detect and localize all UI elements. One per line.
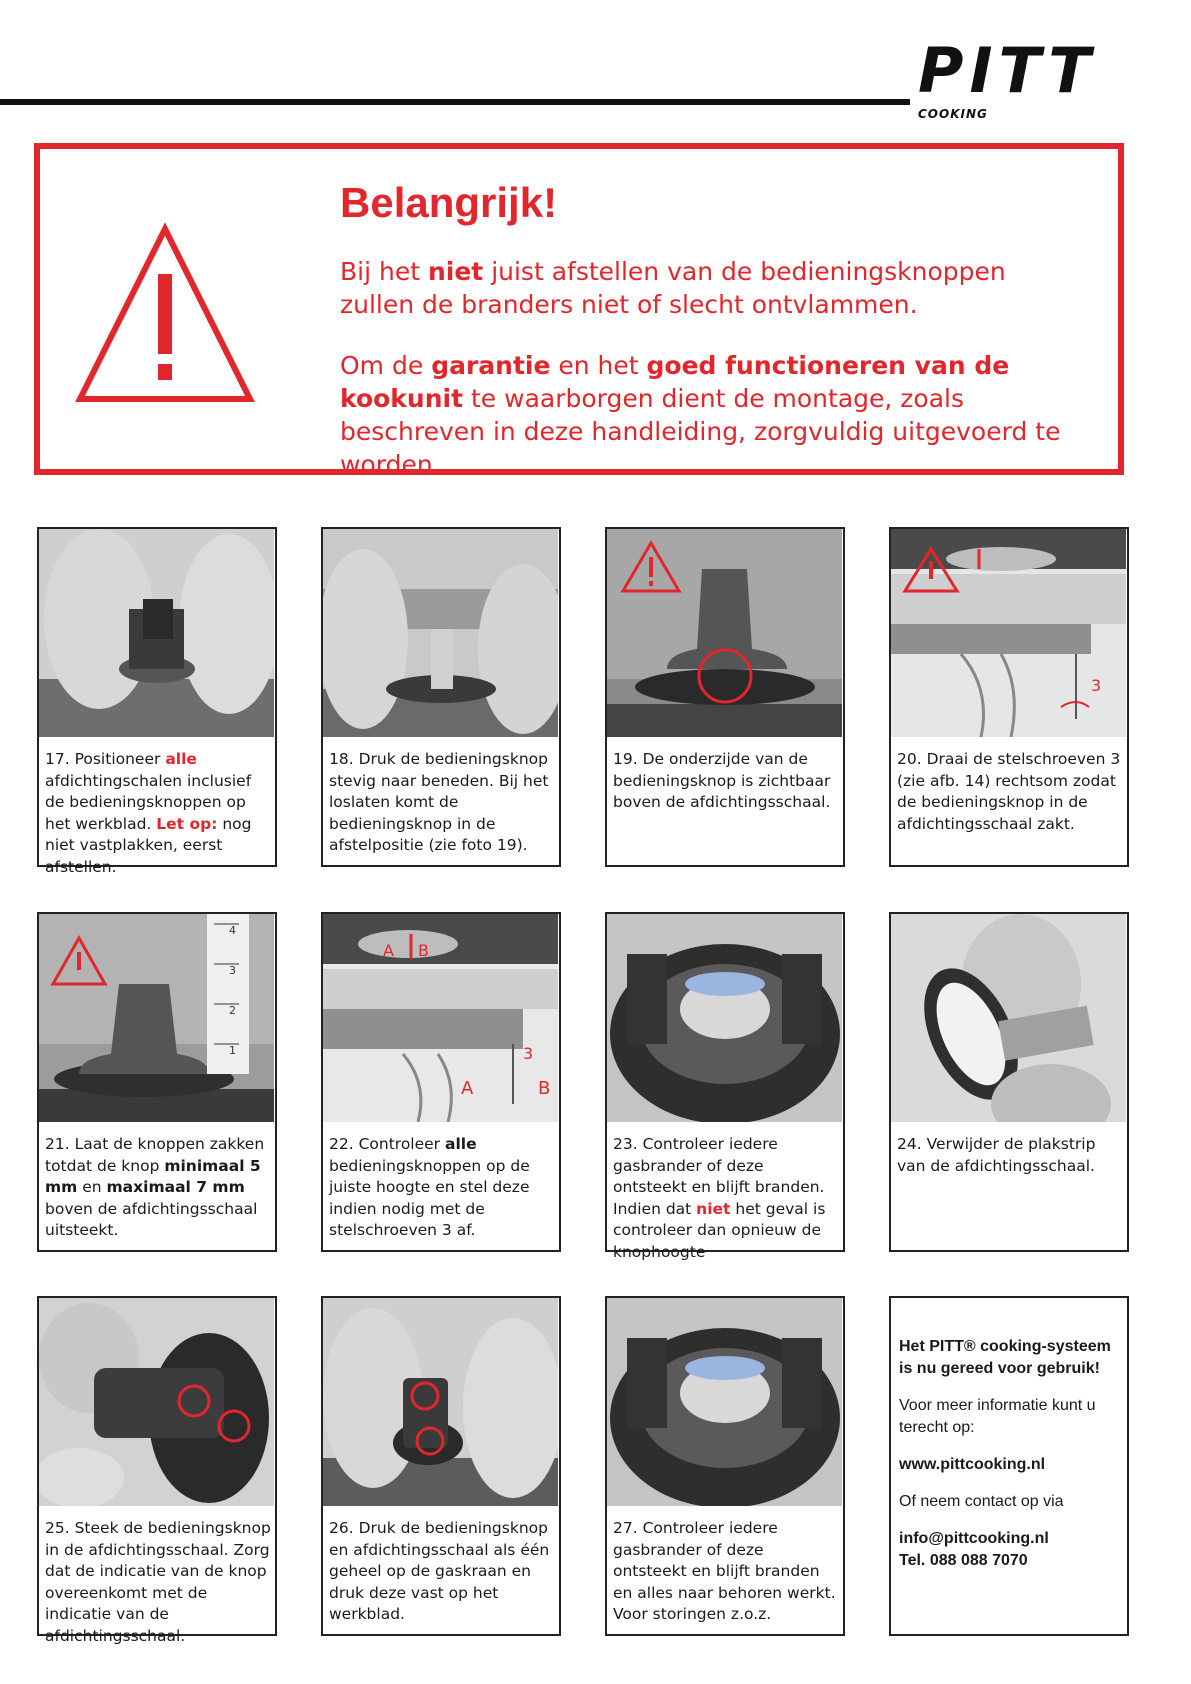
step-photo-18 — [323, 529, 558, 737]
step-photo-26 — [323, 1298, 558, 1506]
caption-segment: Let op: — [156, 814, 218, 833]
step-caption — [329, 1518, 555, 1626]
step-caption — [329, 749, 555, 857]
step-caption — [45, 1518, 271, 1647]
caption-segment: niet — [696, 1199, 731, 1218]
contact-text: Of neem contact op via — [899, 1493, 1064, 1510]
warning-title: Belangrijk! — [340, 179, 558, 226]
step-caption — [613, 1518, 839, 1626]
step-card-22 — [321, 912, 561, 1252]
email-link[interactable]: info@pittcooking.nl — [899, 1530, 1049, 1547]
logo-subtitle: COOKING — [918, 107, 988, 121]
step-photo-23 — [607, 914, 842, 1122]
step-card-23 — [605, 912, 845, 1261]
caption-segment: 23. Controleer iedere gasbrander of deze ontsteekt en blijft branden. Indien dat — [613, 1135, 825, 1218]
warning-paragraph-1: Bij het niet juist afstellen van de bedieningsknoppen zullen de branders niet of slecht ontvlammen. — [340, 257, 1006, 319]
caption-segment: alle — [444, 1135, 477, 1153]
caption-segment: maximaal 7 mm — [106, 1178, 245, 1196]
step-caption — [329, 1134, 555, 1242]
caption-segment: 18. Druk de bedieningsknop stevig naar beneden. Bij het loslaten komt de bedieningsknop in de afstelpositie (zie foto 19). — [329, 750, 549, 854]
step-caption — [45, 1134, 271, 1242]
step-photo-19 — [607, 529, 842, 737]
caption-segment: 17. Positioneer — [45, 750, 166, 768]
caption-segment: 24. Verwijder de plakstrip van de afdichtingsschaal. — [897, 1135, 1096, 1175]
step22-label-b: B — [538, 1078, 551, 1099]
step-card-19 — [605, 527, 845, 867]
step-caption — [45, 749, 271, 878]
info-card — [889, 1296, 1129, 1636]
caption-segment: boven de afdichtingsschaal uitsteekt. — [45, 1199, 258, 1239]
caption-segment: minimaal 5 mm — [45, 1156, 261, 1196]
logo-wordmark: PITT — [918, 34, 1097, 107]
step-card-25 — [37, 1296, 277, 1645]
website-link[interactable]: www.pittcooking.nl — [899, 1456, 1046, 1473]
header-rule — [0, 99, 910, 105]
caption-segment: 25. Steek de bedieningsknop in de afdichtingsschaal. Zorg dat de indicatie van de knop overeenkomt met de indicatie van de afdichtingsschaal. — [45, 1519, 271, 1645]
step22-screw-label: 3 — [523, 1044, 534, 1063]
caption-segment: 21. Laat de knoppen zakken totdat de knop — [45, 1135, 265, 1175]
caption-segment: 20. Draai de stelschroeven 3 (zie afb. 14) rechtsom zodat de bedieningsknop in de afdichtingsschaal zakt. — [897, 750, 1121, 833]
step-photo-22 — [323, 914, 558, 1122]
caption-segment: 19. De onderzijde van de bedieningsknop is zichtbaar boven de afdichtingsschaal. — [613, 750, 831, 811]
phone-number: Tel. 088 088 7070 — [899, 1552, 1028, 1569]
more-info-text: Voor meer informatie kunt u terecht op: — [899, 1397, 1096, 1436]
step-card-17 — [37, 527, 277, 876]
step-photo-27 — [607, 1298, 842, 1506]
step-photo-17 — [39, 529, 274, 737]
pitt-logo — [918, 36, 1138, 126]
step-card-26 — [321, 1296, 561, 1636]
warning-paragraph-2: Om de garantie en het goed functioneren van de kookunit te waarborgen dient de montage, zoals beschreven in deze handleiding, zorgvuldig uitgevoerd te worden. — [340, 351, 1061, 479]
step-photo-20 — [891, 529, 1126, 737]
ruler-label-4: 4 — [229, 924, 236, 937]
step-card-24 — [889, 912, 1129, 1252]
caption-segment: nog niet vastplakken, eerst afstellen. — [45, 814, 252, 876]
step-caption — [897, 1134, 1123, 1177]
caption-segment: afdichtingschalen inclusief de bedieningsknoppen op het werkblad. — [45, 771, 252, 833]
step-card-18 — [321, 527, 561, 867]
caption-segment: 22. Controleer — [329, 1135, 445, 1153]
step-caption — [613, 1134, 839, 1263]
step-card-27 — [605, 1296, 845, 1636]
step-caption — [897, 749, 1123, 835]
ready-text: Het PITT® cooking-systeem is nu gereed voor gebruik! — [899, 1338, 1111, 1377]
step22-label-b-top: B — [418, 941, 429, 960]
ruler-label-2: 2 — [229, 1004, 236, 1017]
caption-segment: 26. Druk de bedieningsknop en afdichtingsschaal als één geheel op de gaskraan en druk deze vast op het werkblad. — [329, 1519, 550, 1623]
step20-screw-label: 3 — [1091, 676, 1102, 695]
caption-segment: bedieningsknoppen op de juiste hoogte en stel deze indien nodig met de stelschroeven 3 af. — [329, 1156, 530, 1239]
ruler-label-3: 3 — [229, 964, 236, 977]
caption-segment: het geval is controleer dan opnieuw de knophoogte — [613, 1199, 826, 1261]
step-caption — [613, 749, 839, 814]
caption-segment: 27. Controleer iedere gasbrander of deze ontsteekt en blijft branden en alles naar behoren werkt. Voor storingen z.o.z. — [613, 1519, 836, 1623]
warning-triangle-icon — [70, 219, 260, 409]
step-card-20 — [889, 527, 1129, 867]
step22-label-a-top: A — [383, 941, 394, 960]
caption-segment: alle — [165, 750, 197, 768]
caption-segment: en — [77, 1178, 107, 1196]
step22-label-a: A — [461, 1078, 474, 1099]
info-block — [899, 1336, 1121, 1587]
warning-box — [34, 143, 1124, 479]
step-photo-24 — [891, 914, 1126, 1122]
step-card-21 — [37, 912, 277, 1252]
step-photo-21 — [39, 914, 274, 1122]
step-photo-25 — [39, 1298, 274, 1506]
ruler-label-1: 1 — [229, 1044, 236, 1057]
